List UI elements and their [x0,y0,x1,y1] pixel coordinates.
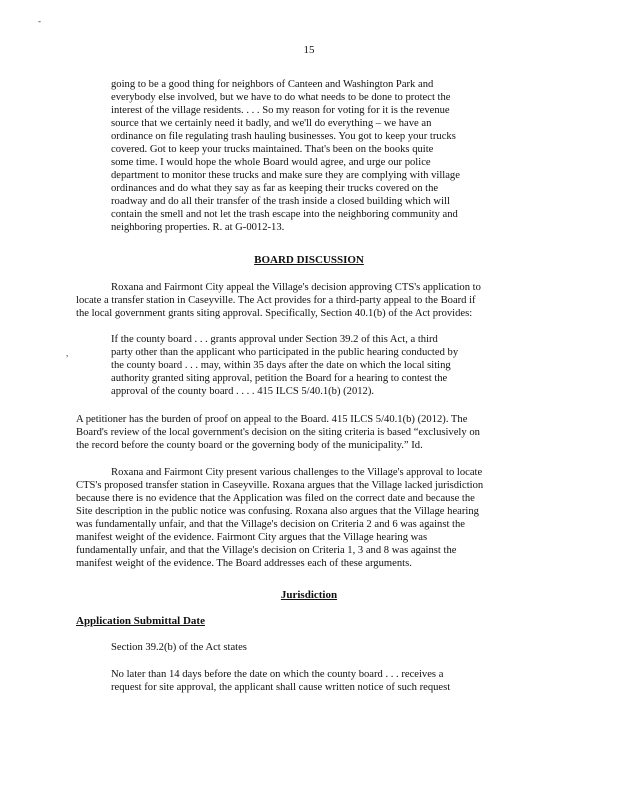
paragraph-line: manifest weight of the evidence. The Board addresses each of these arguments. [76,558,412,569]
corner-mark: - [38,16,41,26]
quote-line: interest of the village residents. . . . So my reason for voting for it is the revenue [111,105,450,116]
quote-line: No later than 14 days before the date on which the county board . . . receives a [111,669,444,680]
quote-line: authority granted siting approval, petition the Board for a hearing to contest the [111,373,448,384]
quote-line: some time. I would hope the whole Board would agree, and urge our police [111,157,431,168]
paragraph-line: Roxana and Fairmont City appeal the Village's decision approving CTS's application to [111,282,481,293]
paragraph-line: the record before the county board or the governing body of the municipality.” Id. [76,440,423,451]
quote-line: approval of the county board . . . . 415 ILCS 5/40.1(b) (2012). [111,386,375,397]
paragraph-line: manifest weight of the evidence. Fairmont City argues that the Village hearing was [76,532,428,543]
paragraph-line: the local government grants siting approval. Specifically, Section 40.1(b) of the Act provides: [76,308,473,319]
quote-line: roadway and do all their transfer of the trash inside a closed building which will [111,196,450,207]
paragraph-line: locate a transfer station in Caseyville. The Act provides for a third-party appeal to the Board if [76,295,476,306]
quote-line: ordinances and do what they say as far as keeping their trucks covered on the [111,183,439,194]
quote-line: going to be a good thing for neighbors of Canteen and Washington Park and [111,79,434,90]
quote-line: contain the smell and not let the trash escape into the neighboring community and [111,209,458,220]
quote-line: source that we certainly need it badly, and we'll do everything – we have an [111,118,432,129]
page-number: 15 [303,44,315,56]
quote-line: If the county board . . . grants approval under Section 39.2 of this Act, a third [111,334,438,345]
paragraph-line: CTS's proposed transfer station in Caseyville. Roxana argues that the Village lacked jurisdiction [76,480,484,491]
quote-line: party other than the applicant who participated in the public hearing conducted by [111,347,459,358]
heading-jurisdiction: Jurisdiction [280,589,338,601]
paragraph-line: fundamentally unfair, and that the Village's decision on Criteria 1, 3 and 8 was against the [76,545,457,556]
subheading-application-submittal-date: Application Submittal Date [76,615,205,627]
quote-line: neighboring properties. R. at G-0012-13. [111,222,285,233]
heading-board-discussion: BOARD DISCUSSION [254,254,364,266]
paragraph-line: Site description in the public notice was confusing. Roxana also argues that the Village hearing [76,506,479,517]
quote-line: ordinance on file regulating trash hauling businesses. You got to keep your trucks [111,131,456,142]
paragraph-line: because there is no evidence that the Application was filed on the correct date and because the [76,493,475,504]
margin-mark: , [66,348,69,358]
paragraph-line: Roxana and Fairmont City present various challenges to the Village's approval to locate [111,467,483,478]
paragraph-line: Board's review of the local government's decision on the siting criteria is based “exclusively on [76,427,480,438]
paragraph-line: was fundamentally unfair, and that the Village's decision on Criteria 2 and 6 was against the [76,519,465,530]
quote-line: everybody else involved, but we have to do what needs to be done to protect the [111,92,451,103]
quote-line: the county board . . . may, within 35 days after the date on which the local siting [111,360,451,371]
paragraph-line: A petitioner has the burden of proof on appeal to the Board. 415 ILCS 5/40.1(b) (2012). The [76,414,468,425]
quote-line: request for site approval, the applicant shall cause written notice of such request [111,682,451,693]
section-intro: Section 39.2(b) of the Act states [111,642,247,653]
quote-line: covered. Got to keep your trucks maintained. That's been on the books quite [111,144,434,155]
quote-line: department to monitor these trucks and make sure they are complying with village [111,170,460,181]
